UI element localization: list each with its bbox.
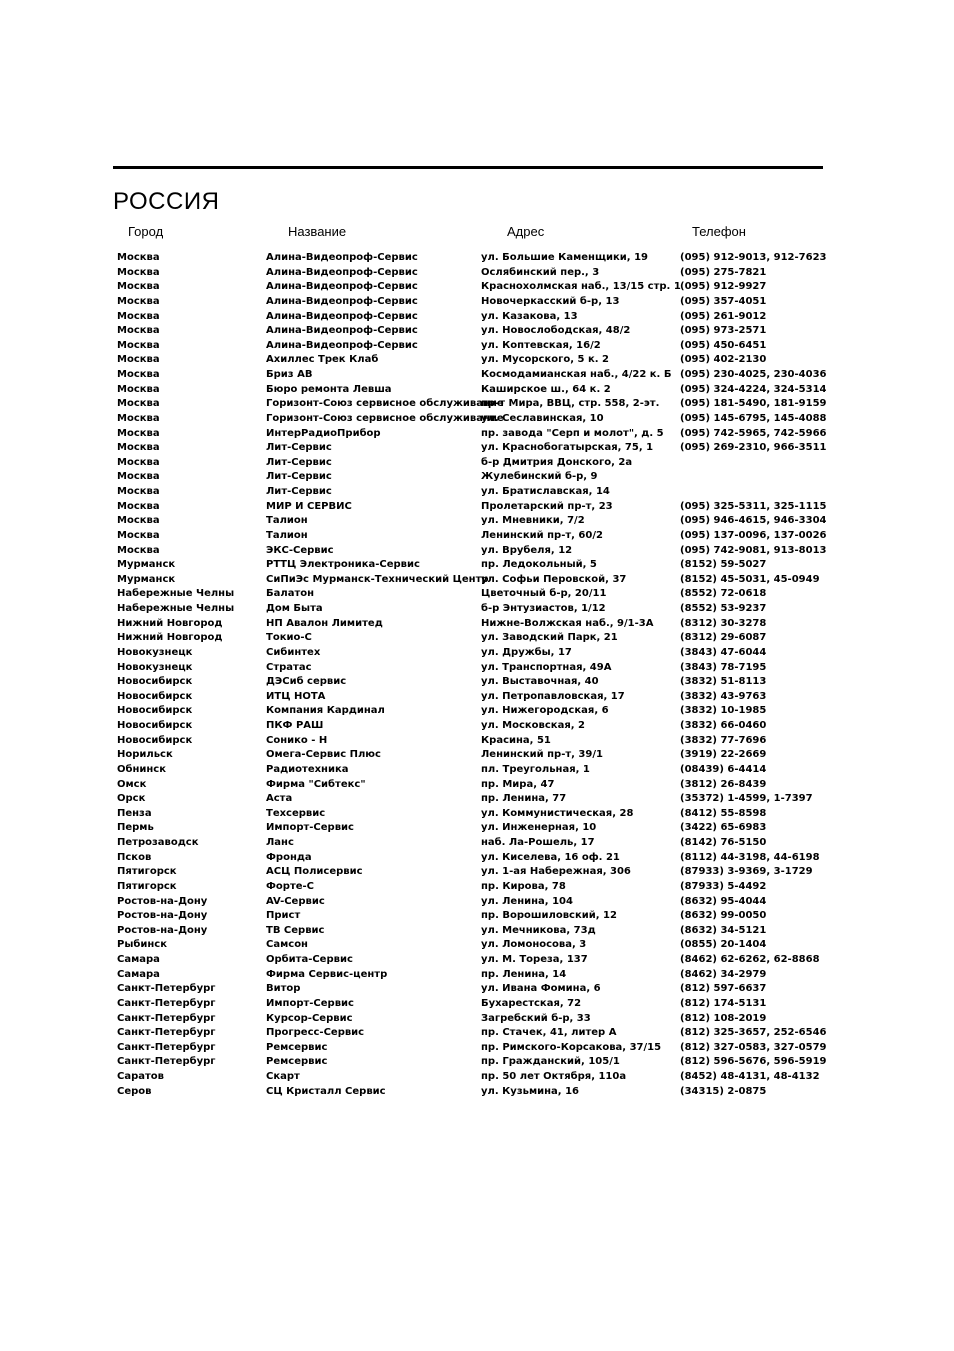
cell-name: АСЦ Полисервис <box>266 866 363 878</box>
table-row <box>0 485 954 500</box>
cell-city: Москва <box>117 412 160 424</box>
cell-city: Новосибирск <box>117 690 193 702</box>
cell-phone: (095) 402-2130 <box>680 354 767 366</box>
cell-phone: (095) 912-9927 <box>680 281 767 293</box>
cell-city: Новосибирск <box>117 705 193 717</box>
cell-city: Москва <box>117 295 160 307</box>
cell-phone: (8312) 30-3278 <box>680 617 767 629</box>
cell-phone: (87933) 5-4492 <box>680 880 767 892</box>
cell-phone: (095) 261-9012 <box>680 310 767 322</box>
table-row <box>0 368 954 383</box>
table-row <box>0 514 954 529</box>
top-rule <box>113 166 823 169</box>
table-row <box>0 529 954 544</box>
cell-name: ЭКС-Сервис <box>266 544 334 556</box>
cell-name: Бюро ремонта Левша <box>266 383 392 395</box>
cell-city: Москва <box>117 500 160 512</box>
cell-phone: (095) 145-6795, 145-4088 <box>680 412 827 424</box>
cell-name: Горизонт-Союз сервисное обслуживание <box>266 412 504 424</box>
cell-phone: (87933) 3-9369, 3-1729 <box>680 866 813 878</box>
cell-city: Мурманск <box>117 559 176 571</box>
cell-address: Краснохолмская наб., 13/15 стр. 1 <box>481 281 681 293</box>
cell-address: Новочеркасский б-р, 13 <box>481 295 620 307</box>
cell-city: Москва <box>117 252 160 263</box>
column-header-city: Город <box>128 224 164 239</box>
cell-name: Сибинтех <box>266 646 321 658</box>
cell-city: Самара <box>117 968 160 980</box>
cell-phone: (8412) 55-8598 <box>680 807 767 819</box>
cell-name: Компания Кардинал <box>266 705 385 717</box>
cell-city: Пятигорск <box>117 866 177 878</box>
cell-address: Пролетарский пр-т, 23 <box>481 500 613 512</box>
cell-name: Техсервис <box>266 807 326 819</box>
cell-phone: (095) 912-9013, 912-7623 <box>680 252 827 263</box>
table-row <box>0 1070 954 1085</box>
cell-phone: (8552) 53-9237 <box>680 603 767 614</box>
cell-city: Псков <box>117 851 152 863</box>
cell-name: Талион <box>266 515 308 527</box>
table-row <box>0 763 954 778</box>
table-row <box>0 807 954 822</box>
cell-phone: (3832) 66-0460 <box>680 720 767 731</box>
table-row <box>0 587 954 602</box>
table-row <box>0 310 954 325</box>
cell-name: Алина-Видеопроф-Сервис <box>266 325 418 337</box>
cell-address: ул. Кузьмина, 16 <box>481 1085 579 1097</box>
table-row <box>0 339 954 354</box>
cell-address: Ленинский пр-т, 39/1 <box>481 749 603 761</box>
cell-phone: (3843) 78-7195 <box>680 661 767 673</box>
table-row <box>0 1085 954 1100</box>
cell-phone: (8452) 48-4131, 48-4132 <box>680 1071 820 1082</box>
table-row <box>0 353 954 368</box>
cell-address: Ослябинский пер., 3 <box>481 266 600 278</box>
cell-address: ул. Новослободская, 48/2 <box>481 325 631 337</box>
cell-phone: (0855) 20-1404 <box>680 939 767 951</box>
table-row <box>0 412 954 427</box>
cell-city: Мурманск <box>117 573 176 585</box>
cell-address: ул. Врубеля, 12 <box>481 544 573 556</box>
table-row <box>0 617 954 632</box>
cell-name: Алина-Видеопроф-Сервис <box>266 295 418 307</box>
cell-name: Токио-С <box>266 632 312 644</box>
cell-city: Нижний Новгород <box>117 632 223 644</box>
cell-address: Космодамианская наб., 4/22 к. Б <box>481 369 672 380</box>
cell-phone: (095) 450-6451 <box>680 339 767 351</box>
cell-phone: (3919) 22-2669 <box>680 749 767 761</box>
table-row <box>0 280 954 295</box>
cell-phone: (3832) 43-9763 <box>680 690 767 702</box>
cell-name: Ахиллес Трек Клаб <box>266 354 379 366</box>
cell-name: Лит-Сервис <box>266 442 332 454</box>
cell-name: Фронда <box>266 851 312 863</box>
cell-address: пр. Гражданский, 105/1 <box>481 1056 620 1068</box>
cell-phone: (08439) 6-4414 <box>680 763 767 775</box>
cell-address: ул. Московская, 2 <box>481 720 585 731</box>
cell-address: ул. Казакова, 13 <box>481 310 578 322</box>
cell-address: ул. Ленина, 104 <box>481 895 573 907</box>
cell-phone: (812) 108-2019 <box>680 1012 767 1024</box>
cell-name: Омега-Сервис Плюс <box>266 749 381 761</box>
cell-city: Москва <box>117 515 160 527</box>
cell-city: Москва <box>117 486 160 497</box>
cell-name: Стратас <box>266 661 312 673</box>
cell-name: Курсор-Сервис <box>266 1012 353 1024</box>
table-row <box>0 895 954 910</box>
table-row <box>0 1026 954 1041</box>
cell-address: ул. Братиславская, 14 <box>481 486 610 497</box>
cell-name: Прогресс-Сервис <box>266 1027 365 1039</box>
table-row <box>0 383 954 398</box>
cell-phone: (095) 275-7821 <box>680 266 767 278</box>
cell-phone: (095) 742-5965, 742-5966 <box>680 427 827 439</box>
cell-address: ул. Петропавловская, 17 <box>481 690 625 702</box>
table-row <box>0 441 954 456</box>
table-row <box>0 675 954 690</box>
table-row <box>0 1012 954 1027</box>
cell-address: Жулебинский б-р, 9 <box>481 471 598 483</box>
cell-phone: (095) 946-4615, 946-3304 <box>680 515 827 527</box>
cell-address: ул. Коптевская, 16/2 <box>481 339 601 351</box>
table-row <box>0 602 954 617</box>
cell-address: ул. Выставочная, 40 <box>481 676 599 688</box>
cell-phone: (3832) 77-7696 <box>680 734 767 746</box>
cell-city: Санкт-Петербург <box>117 997 216 1009</box>
cell-city: Пенза <box>117 807 152 819</box>
cell-address: ул. Мневники, 7/2 <box>481 515 585 527</box>
cell-name: Алина-Видеопроф-Сервис <box>266 281 418 293</box>
cell-phone: (812) 174-5131 <box>680 997 767 1009</box>
cell-phone: (095) 324-4224, 324-5314 <box>680 383 827 395</box>
cell-phone: (8112) 44-3198, 44-6198 <box>680 851 820 863</box>
table-row <box>0 661 954 676</box>
cell-phone: (8632) 95-4044 <box>680 895 767 907</box>
cell-phone: (35372) 1-4599, 1-7397 <box>680 793 813 805</box>
cell-phone: (8312) 29-6087 <box>680 632 767 644</box>
cell-city: Новосибирск <box>117 720 193 731</box>
table-row <box>0 968 954 983</box>
cell-phone: (3812) 26-8439 <box>680 778 767 790</box>
cell-phone: (812) 597-6637 <box>680 983 767 995</box>
cell-phone: (8152) 59-5027 <box>680 559 767 571</box>
cell-address: ул. Коммунистическая, 28 <box>481 807 634 819</box>
cell-address: ул. Ломоносова, 3 <box>481 939 587 951</box>
column-header-phone: Телефон <box>692 224 746 239</box>
cell-address: ул. Киселева, 16 оф. 21 <box>481 851 620 863</box>
cell-name: Импорт-Сервис <box>266 997 354 1009</box>
cell-address: пр. Ледокольный, 5 <box>481 559 597 571</box>
cell-address: пр-т Мира, ВВЦ, стр. 558, 2-эт. <box>481 398 660 410</box>
cell-city: Ростов-на-Дону <box>117 924 208 936</box>
cell-phone: (812) 596-5676, 596-5919 <box>680 1056 827 1068</box>
cell-city: Москва <box>117 325 160 337</box>
table-row <box>0 924 954 939</box>
cell-name: AV-Сервис <box>266 895 325 907</box>
service-center-table <box>0 251 954 1099</box>
cell-address: Красина, 51 <box>481 734 551 746</box>
page-title: РОССИЯ <box>113 188 220 215</box>
cell-phone: (3832) 10-1985 <box>680 705 767 717</box>
cell-phone: (095) 137-0096, 137-0026 <box>680 529 827 541</box>
cell-city: Норильск <box>117 749 173 761</box>
cell-city: Москва <box>117 544 160 556</box>
cell-city: Нижний Новгород <box>117 617 223 629</box>
cell-name: Импорт-Сервис <box>266 822 354 834</box>
table-row <box>0 865 954 880</box>
cell-address: Нижне-Волжская наб., 9/1-3А <box>481 617 654 629</box>
cell-phone: (8142) 76-5150 <box>680 837 767 848</box>
cell-phone: (34315) 2-0875 <box>680 1085 767 1097</box>
table-row <box>0 558 954 573</box>
cell-address: ул. Большие Каменщики, 19 <box>481 252 648 263</box>
cell-address: пр. Мира, 47 <box>481 778 555 790</box>
cell-phone: (095) 230-4025, 230-4036 <box>680 369 827 380</box>
cell-city: Набережные Челны <box>117 603 235 614</box>
cell-address: ул. Заводский Парк, 21 <box>481 632 618 644</box>
cell-address: б-р Дмитрия Донского, 2а <box>481 456 633 468</box>
cell-city: Москва <box>117 471 160 483</box>
cell-address: ул. Мечникова, 73д <box>481 924 596 936</box>
cell-city: Москва <box>117 456 160 468</box>
cell-city: Новокузнецк <box>117 646 193 658</box>
cell-address: пр. Кирова, 78 <box>481 880 566 892</box>
cell-city: Пермь <box>117 822 154 834</box>
cell-phone: (8632) 34-5121 <box>680 924 767 936</box>
cell-name: Самсон <box>266 939 308 951</box>
cell-phone: (812) 327-0583, 327-0579 <box>680 1041 827 1053</box>
cell-phone: (3843) 47-6044 <box>680 646 767 658</box>
cell-name: Алина-Видеопроф-Сервис <box>266 266 418 278</box>
cell-name: Фирма Сервис-центр <box>266 968 388 980</box>
cell-address: пр. Ворошиловский, 12 <box>481 910 617 922</box>
cell-name: Фирма "Сибтекс" <box>266 778 366 790</box>
table-row <box>0 427 954 442</box>
cell-phone: (8462) 62-6262, 62-8868 <box>680 954 820 965</box>
table-row <box>0 251 954 266</box>
cell-city: Москва <box>117 427 160 439</box>
cell-city: Санкт-Петербург <box>117 1041 216 1053</box>
column-header-name: Название <box>288 224 347 239</box>
cell-address: пр. Ленина, 77 <box>481 793 567 805</box>
cell-city: Новосибирск <box>117 676 193 688</box>
cell-name: Орбита-Сервис <box>266 954 353 965</box>
cell-name: ИТЦ НОТА <box>266 690 326 702</box>
cell-name: ИнтерРадиоПрибор <box>266 427 381 439</box>
cell-city: Санкт-Петербург <box>117 1027 216 1039</box>
cell-name: НП Авалон Лимитед <box>266 617 383 629</box>
cell-city: Новокузнецк <box>117 661 193 673</box>
cell-address: ул. Инженерная, 10 <box>481 822 597 834</box>
cell-name: Лит-Сервис <box>266 471 332 483</box>
cell-address: ул. Транспортная, 49А <box>481 661 612 673</box>
cell-phone: (3422) 65-6983 <box>680 822 767 834</box>
cell-phone: (095) 742-9081, 913-8013 <box>680 544 827 556</box>
cell-name: СЦ Кристалл Сервис <box>266 1085 386 1097</box>
table-row <box>0 909 954 924</box>
cell-name: Лит-Сервис <box>266 486 332 497</box>
table-row <box>0 704 954 719</box>
cell-name: СиПиЭс Мурманск-Технический Центр <box>266 573 489 585</box>
table-row <box>0 821 954 836</box>
cell-address: ул. Ивана Фомина, 6 <box>481 983 601 995</box>
table-row <box>0 266 954 281</box>
cell-city: Рыбинск <box>117 939 167 951</box>
cell-city: Санкт-Петербург <box>117 1012 216 1024</box>
table-row <box>0 544 954 559</box>
cell-address: ул. Сеславинская, 10 <box>481 412 604 424</box>
cell-city: Москва <box>117 266 160 278</box>
table-row <box>0 295 954 310</box>
cell-name: Прист <box>266 910 301 922</box>
cell-name: МИР И СЕРВИС <box>266 500 352 512</box>
cell-phone: (095) 269-2310, 966-3511 <box>680 442 827 454</box>
cell-city: Москва <box>117 339 160 351</box>
cell-city: Москва <box>117 383 160 395</box>
cell-phone: (3832) 51-8113 <box>680 676 767 688</box>
cell-address: ул. М. Тореза, 137 <box>481 954 588 965</box>
cell-address: Каширское ш., 64 к. 2 <box>481 383 611 395</box>
cell-address: пр. 50 лет Октября, 110а <box>481 1071 627 1082</box>
table-row <box>0 953 954 968</box>
cell-city: Обнинск <box>117 763 167 775</box>
cell-name: Лит-Сервис <box>266 456 332 468</box>
cell-name: Горизонт-Союз сервисное обслуживание <box>266 398 504 410</box>
table-row <box>0 1041 954 1056</box>
cell-name: ТВ Сервис <box>266 924 325 936</box>
table-row <box>0 851 954 866</box>
cell-address: Загребский б-р, 33 <box>481 1012 591 1024</box>
table-row <box>0 470 954 485</box>
cell-city: Новосибирск <box>117 734 193 746</box>
table-row <box>0 836 954 851</box>
table-row <box>0 778 954 793</box>
cell-name: Витор <box>266 983 301 995</box>
cell-address: пл. Треугольная, 1 <box>481 763 590 775</box>
cell-name: РТТЦ Электроника-Сервис <box>266 559 420 571</box>
table-row <box>0 1055 954 1070</box>
cell-name: Ланс <box>266 837 294 848</box>
cell-city: Москва <box>117 442 160 454</box>
cell-name: Алина-Видеопроф-Сервис <box>266 339 418 351</box>
cell-address: пр. завода "Серп и молот", д. 5 <box>481 427 664 439</box>
cell-city: Ростов-на-Дону <box>117 895 208 907</box>
cell-name: Талион <box>266 529 308 541</box>
cell-name: Алина-Видеопроф-Сервис <box>266 310 418 322</box>
cell-city: Самара <box>117 954 160 965</box>
cell-phone: (095) 973-2571 <box>680 325 767 337</box>
cell-city: Москва <box>117 281 160 293</box>
cell-address: пр. Ленина, 14 <box>481 968 567 980</box>
cell-phone: (8632) 99-0050 <box>680 910 767 922</box>
cell-city: Саратов <box>117 1071 164 1082</box>
cell-address: пр. Римского-Корсакова, 37/15 <box>481 1041 662 1053</box>
cell-address: Цветочный б-р, 20/11 <box>481 588 607 600</box>
table-row <box>0 719 954 734</box>
cell-name: ПКФ РАШ <box>266 720 324 731</box>
cell-phone: (812) 325-3657, 252-6546 <box>680 1027 827 1039</box>
cell-phone: (095) 357-4051 <box>680 295 767 307</box>
table-row <box>0 324 954 339</box>
cell-city: Москва <box>117 310 160 322</box>
cell-address: ул. Софьи Перовской, 37 <box>481 573 627 585</box>
cell-phone: (095) 325-5311, 325-1115 <box>680 500 827 512</box>
cell-city: Петрозаводск <box>117 837 199 848</box>
cell-address: пр. Стачек, 41, литер А <box>481 1027 617 1039</box>
cell-name: Форте-С <box>266 880 315 892</box>
cell-address: ул. Нижегородская, 6 <box>481 705 609 717</box>
table-row <box>0 631 954 646</box>
cell-city: Москва <box>117 529 160 541</box>
cell-city: Серов <box>117 1085 152 1097</box>
cell-name: Балатон <box>266 588 315 600</box>
cell-phone: (095) 181-5490, 181-9159 <box>680 398 827 410</box>
table-row <box>0 982 954 997</box>
cell-city: Москва <box>117 369 160 380</box>
cell-name: Радиотехника <box>266 763 349 775</box>
cell-phone: (8152) 45-5031, 45-0949 <box>680 573 820 585</box>
cell-city: Омск <box>117 778 147 790</box>
cell-address: наб. Ла-Рошель, 17 <box>481 837 595 848</box>
cell-address: ул. Краснобогатырская, 75, 1 <box>481 442 654 454</box>
table-row <box>0 748 954 763</box>
cell-name: Алина-Видеопроф-Сервис <box>266 252 418 263</box>
cell-city: Санкт-Петербург <box>117 1056 216 1068</box>
cell-phone: (8552) 72-0618 <box>680 588 767 600</box>
table-row <box>0 573 954 588</box>
table-row <box>0 397 954 412</box>
table-row <box>0 792 954 807</box>
cell-address: ул. 1-ая Набережная, 306 <box>481 866 631 878</box>
cell-address: Бухарестская, 72 <box>481 997 582 1009</box>
cell-name: Скарт <box>266 1071 300 1082</box>
cell-name: Бриз АВ <box>266 369 313 380</box>
cell-name: Ремсервис <box>266 1041 328 1053</box>
cell-city: Набережные Челны <box>117 588 235 600</box>
cell-name: Аста <box>266 793 293 805</box>
cell-address: ул. Дружбы, 17 <box>481 646 572 658</box>
table-row <box>0 938 954 953</box>
cell-city: Орск <box>117 793 146 805</box>
cell-city: Москва <box>117 398 160 410</box>
table-row <box>0 500 954 515</box>
cell-city: Санкт-Петербург <box>117 983 216 995</box>
cell-address: Ленинский пр-т, 60/2 <box>481 529 603 541</box>
cell-address: б-р Энтузиастов, 1/12 <box>481 603 606 614</box>
table-row <box>0 646 954 661</box>
table-row <box>0 734 954 749</box>
cell-name: Дом Быта <box>266 603 323 614</box>
cell-city: Пятигорск <box>117 880 177 892</box>
cell-phone: (8462) 34-2979 <box>680 968 767 980</box>
column-header-address: Адрес <box>507 224 545 239</box>
table-row <box>0 880 954 895</box>
cell-name: ДЭСиб сервис <box>266 676 347 688</box>
cell-city: Ростов-на-Дону <box>117 910 208 922</box>
table-row <box>0 456 954 471</box>
table-row <box>0 997 954 1012</box>
cell-city: Москва <box>117 354 160 366</box>
cell-name: Ремсервис <box>266 1056 328 1068</box>
cell-address: ул. Мусорского, 5 к. 2 <box>481 354 609 366</box>
cell-name: Сонико - Н <box>266 734 328 746</box>
table-row <box>0 690 954 705</box>
